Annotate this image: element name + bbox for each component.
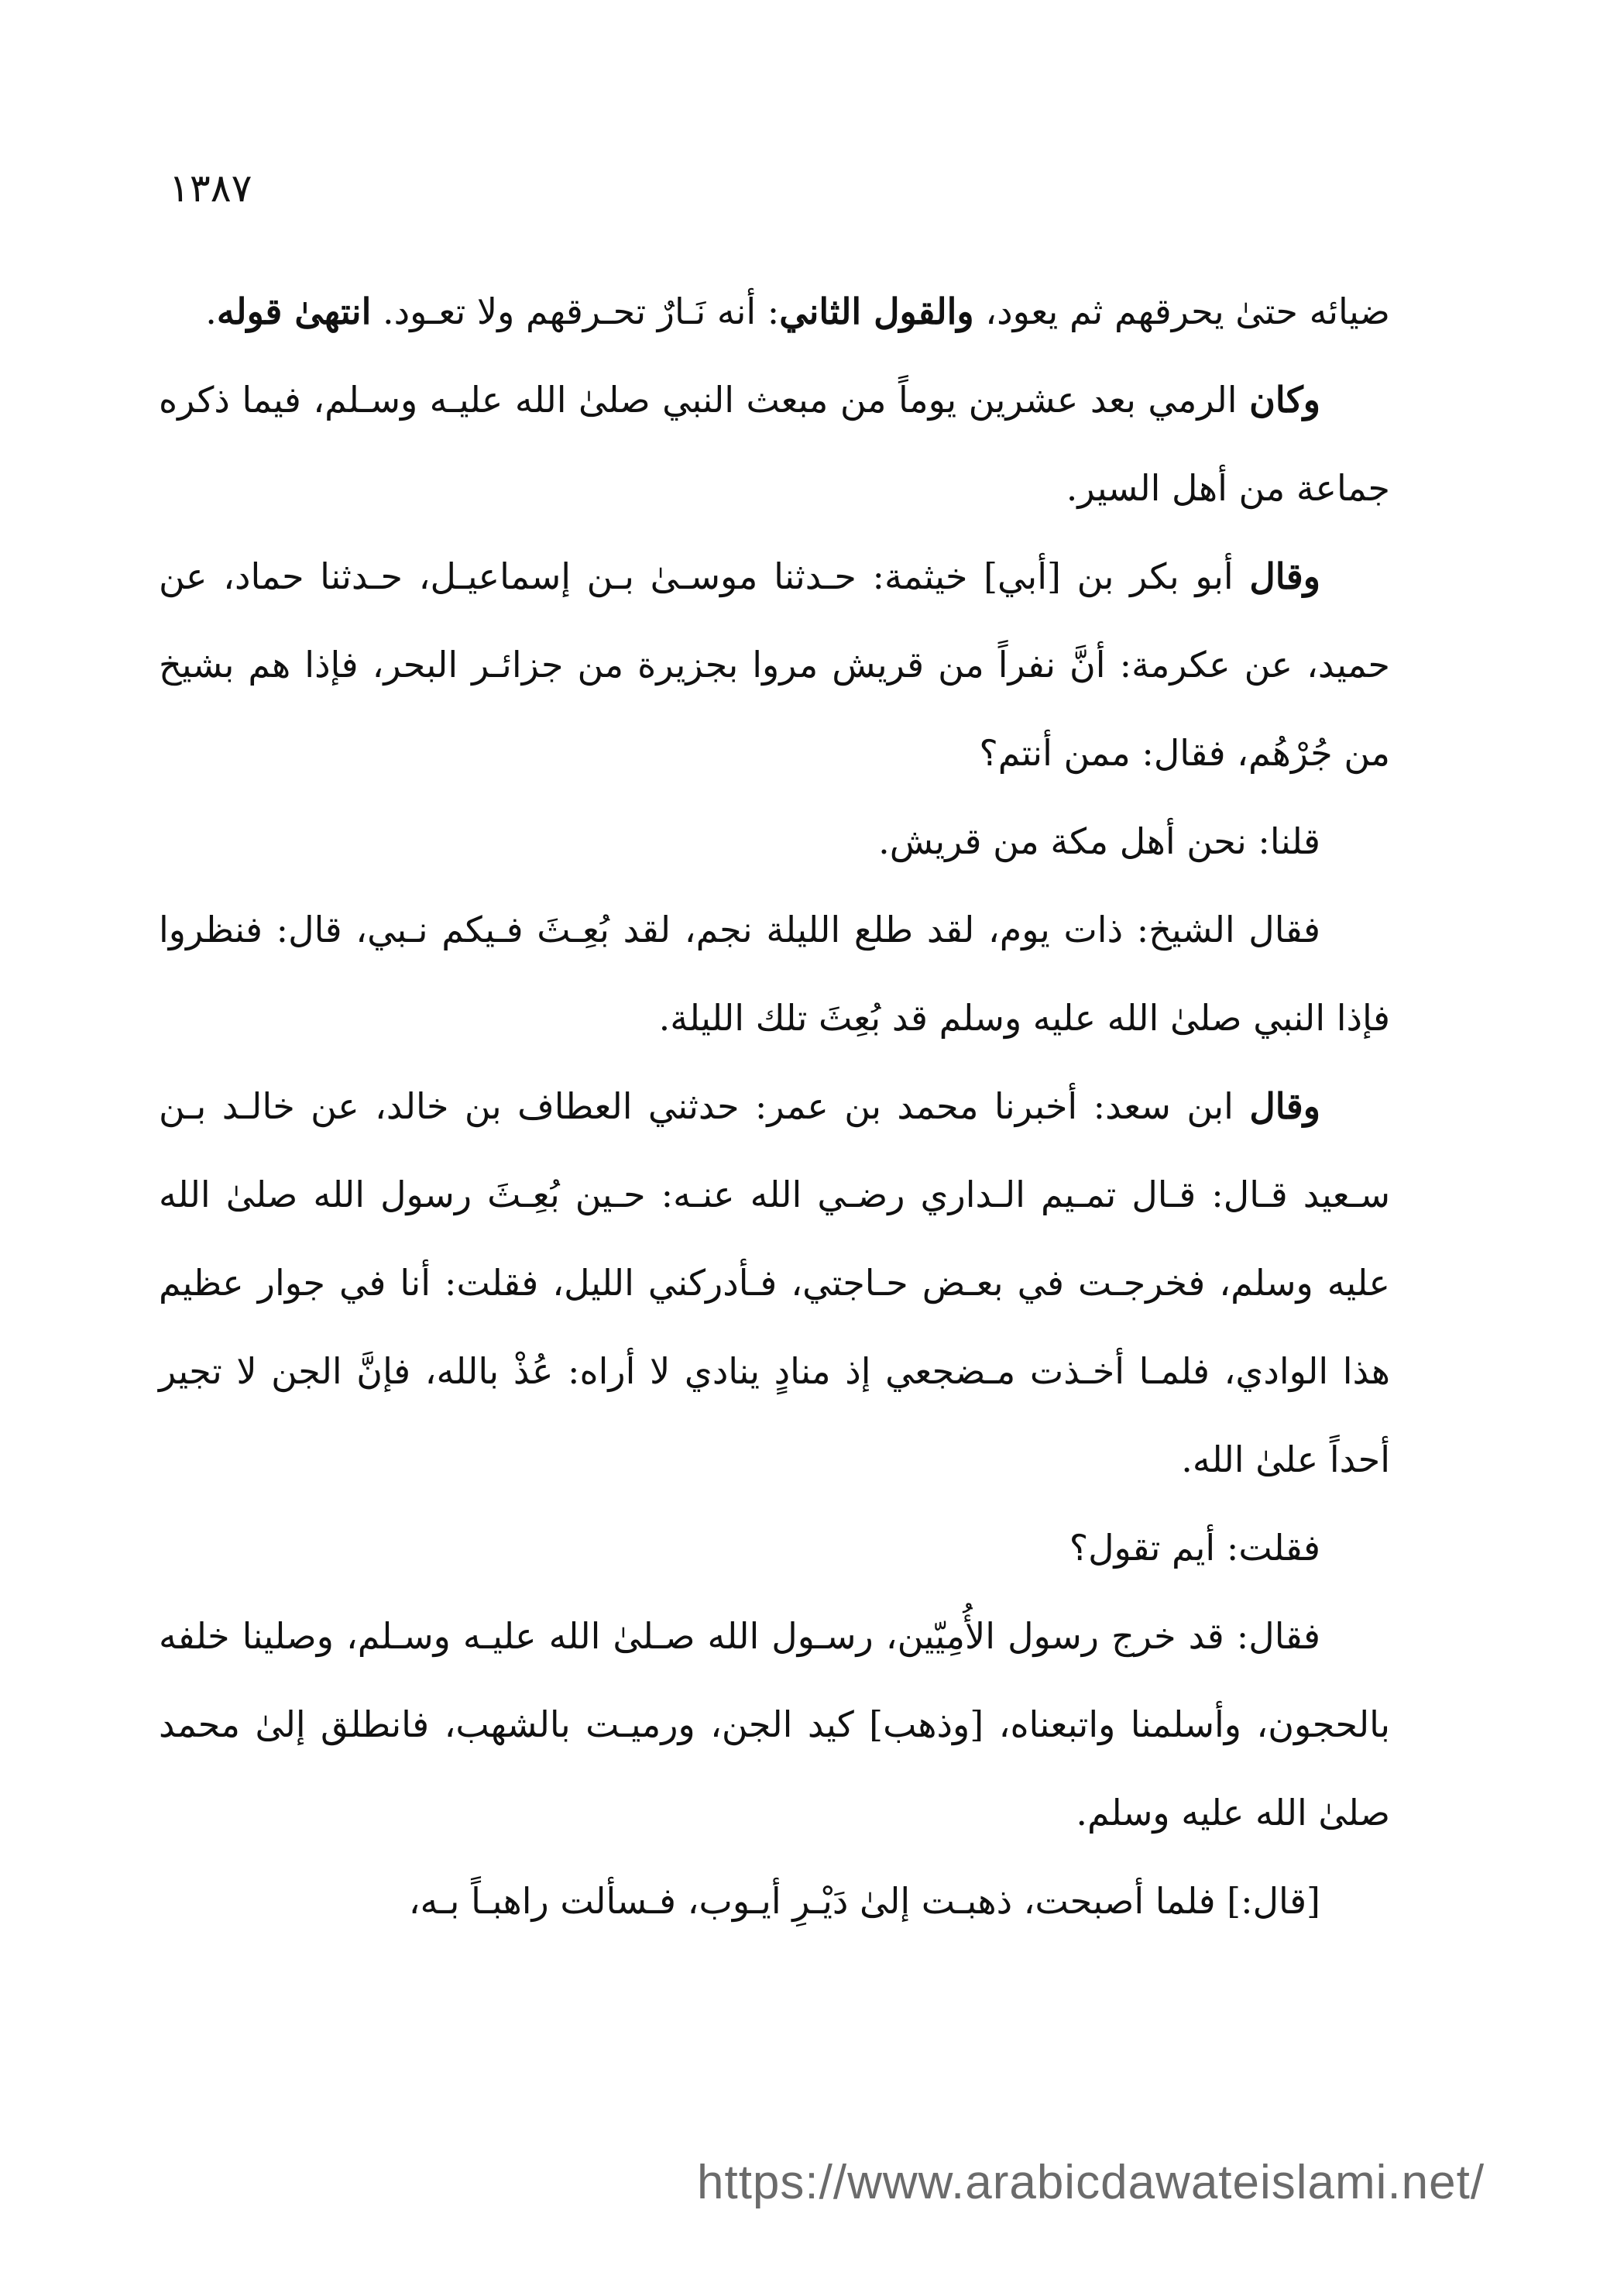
bold-text-span: والقول الثاني	[779, 290, 974, 332]
text-span: قلنا: نحن أهل مكة من قريش.	[878, 820, 1320, 862]
bold-text-span: وكان	[1249, 379, 1320, 421]
paragraph-1	[159, 267, 1390, 356]
bold-text-span: وقال	[1249, 1085, 1320, 1127]
page-number: ١٣٨٧	[169, 166, 252, 211]
bold-text-span: انتهىٰ قوله	[216, 290, 372, 332]
text-span: أبو بكر بن [أبي] خيثمة: حـدثنا موسـىٰ بـن إسماعيـل، حـدثنا حماد، عن حميد، عن عكرمة: أنَّ نفراً من قريش مروا بجزيرة من جزائـر البحر، فإذا هم بشيخ من جُرْهُم، فقال: ممن أنتم؟	[159, 555, 1390, 774]
paragraph-9	[159, 1857, 1390, 1945]
text-span: فقلت: أيم تقول؟	[1069, 1527, 1320, 1569]
text-span: : أنه نَـارٌ تحـرقهم ولا تعـود.	[371, 290, 780, 332]
paragraph-7	[159, 1504, 1390, 1592]
paragraph-5	[159, 885, 1390, 1062]
footer-url-watermark: https://www.arabicdawateislami.net/	[697, 2156, 1485, 2209]
text-span: فقال: قد خرج رسول الأُمِيّين، رسـول الله صـلىٰ الله عليـه وسـلم، وصلينا خلفه بالحجون، وأسلمنا واتبعناه، [وذهب] كيد الجن، ورميـت بالشهب، فانطلق إلىٰ محمد صلىٰ الله عليه وسلم.	[159, 1615, 1390, 1834]
paragraph-4	[159, 797, 1390, 885]
body-text	[159, 267, 1390, 1945]
paragraph-2	[159, 356, 1390, 532]
paragraph-3	[159, 532, 1390, 797]
text-span: .	[205, 290, 217, 332]
paragraph-6	[159, 1062, 1390, 1504]
text-span: ضيائه حتىٰ يحرقهم ثم يعود،	[973, 290, 1390, 332]
text-span: ابن سعد: أخبرنا محمد بن عمر: حدثني العطاف بن خالد، عن خالـد بـن سـعيد قـال: قـال تمـيم الـداري رضـي الله عنـه: حـين بُعِـثَ رسول الله صلىٰ الله عليه وسلم، فخرجـت في بعـض حـاجتي، فـأدركني الليل، فقلت: أنا في جوار عظيم هذا الوادي، فلمـا أخـذت مـضجعي إذ منادٍ ينادي لا أراه: عُذْ بالله، فإنَّ الجن لا تجير أحداً علىٰ الله.	[159, 1085, 1390, 1480]
text-span: فقال الشيخ: ذات يوم، لقد طلع الليلة نجم، لقد بُعِـثَ فـيكم نـبي، قال: فنظروا فإذا النبي صلىٰ الله عليه وسلم قد بُعِثَ تلك الليلة.	[159, 909, 1390, 1039]
bold-text-span: وقال	[1249, 555, 1320, 597]
paragraph-8	[159, 1592, 1390, 1857]
text-span: الرمي بعد عشرين يوماً من مبعث النبي صلىٰ الله عليـه وسـلم، فيما ذكره جماعة من أهل السير.	[159, 379, 1390, 509]
text-span: [قال:] فلما أصبحت، ذهبـت إلىٰ دَيْـرِ أيـوب، فـسألت راهبـاً بـه،	[408, 1880, 1320, 1922]
